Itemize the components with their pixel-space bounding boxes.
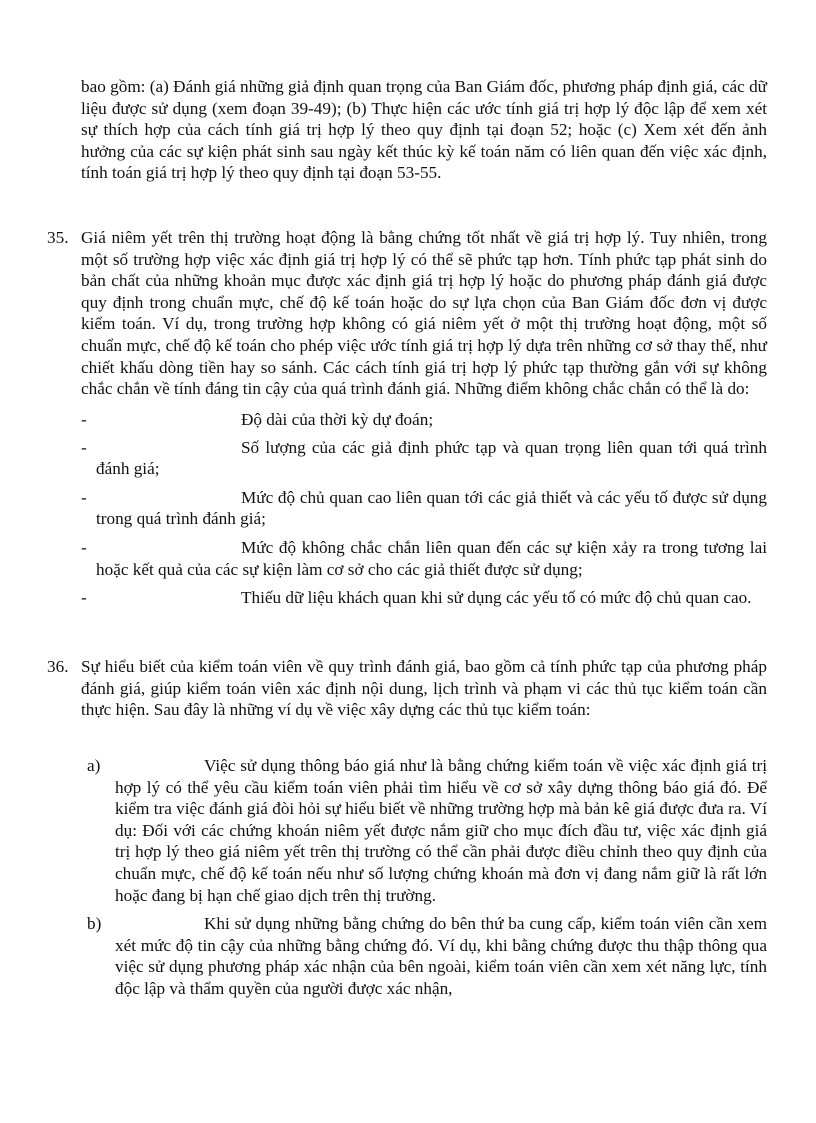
list-item-text: Thiếu dữ liệu khách quan khi sử dụng các yếu tố có mức độ chủ quan cao. (241, 588, 752, 608)
list-item-text: Việc sử dụng thông báo giá như là bằng chứng kiểm toán về việc xác định giá trị hợp lý có thể yêu cầu kiểm toán viên phải tìm hiểu về cơ sở xây dựng thông báo giá đó. Để kiểm tra việc đánh giá đòi hỏi sự hiểu biết về những trường hợp mà bản kê giá được đưa ra. Ví dụ: Đối với các chứng khoán niêm yết được nắm giữ cho mục đích đầu tư, việc xác định giá trị hợp lý theo giá niêm yết trên thị trường có thể cần phải được điều chỉnh theo quy định của chuẩn mực, chế độ kế toán nếu như số lượng chứng khoán mà đơn vị đang nắm giữ là rất lớn hoặc đang bị hạn chế giao dịch trên thị trường. (115, 756, 767, 905)
list-item (81, 409, 767, 431)
intro-paragraph: bao gồm: (a) Đánh giá những giả định quan trọng của Ban Giám đốc, phương pháp định giá, các dữ liệu được sử dụng (xem đoạn 39-49); (b) Thực hiện các ước tính giá trị hợp lý độc lập để xem xét sự thích hợp của cách tính giá trị hợp lý theo quy định tại đoạn 52; hoặc (c) Xem xét đến ảnh hưởng của các sự kiện phát sinh sau ngày kết thúc kỳ kế toán năm có liên quan đến việc xác định, tính toán giá trị hợp lý theo quy định tại đoạn 53-55. (81, 77, 767, 183)
dash-marker: - (81, 487, 87, 507)
uncertainty-list (81, 409, 767, 609)
paragraph-36 (47, 656, 767, 721)
procedure-list (87, 755, 767, 1000)
paragraph-35-text: Giá niêm yết trên thị trường hoạt động là bằng chứng tốt nhất về giá trị hợp lý. Tuy nhiên, trong một số trường hợp việc xác định giá trị hợp lý có thể sẽ phức tạp hơn. Tính phức tạp phát sinh do bản chất của những khoản mục được xác định giá trị hợp lý hoặc do phương pháp đánh giá được quy định trong chuẩn mực, chế độ kế toán hoặc do sự lựa chọn của Ban Giám đốc đơn vị được kiểm toán. Ví dụ, trong trường hợp không có giá niêm yết ở một thị trường hoạt động, một số chuẩn mực, chế độ kế toán cho phép việc ước tính giá trị hợp lý dựa trên những cơ sở thay thế, như chiết khấu dòng tiền hay so sánh. Các cách tính giá trị hợp lý phức tạp thường gắn với sự không chắc chắn về tính đáng tin cậy của quá trình đánh giá. Những điểm không chắc chắn có thể là do: (81, 228, 767, 399)
list-item (81, 537, 767, 580)
list-item (87, 755, 767, 906)
list-item-text: Khi sử dụng những bằng chứng do bên thứ ba cung cấp, kiểm toán viên cần xem xét mức độ tin cậy của những bằng chứng đó. Ví dụ, khi bằng chứng được thu thập thông qua việc sử dụng phương pháp xác nhận của bên ngoài, kiểm toán viên cần xem xét năng lực, tính độc lập và thẩm quyền của người được xác nhận, (115, 914, 767, 998)
dash-marker: - (81, 537, 87, 557)
list-item (81, 587, 767, 609)
list-item-text: Mức độ không chắc chắn liên quan đến các sự kiện xảy ra trong tương lai hoặc kết quả của các sự kiện làm cơ sở cho các giả thiết được sử dụng; (96, 537, 767, 579)
list-item-text: Mức độ chủ quan cao liên quan tới các giả thiết và các yếu tố được sử dụng trong quá trình đánh giá; (96, 487, 767, 529)
list-marker: b) (87, 914, 102, 934)
list-item-text: Số lượng của các giả định phức tạp và quan trọng liên quan tới quá trình đánh giá; (96, 437, 767, 479)
list-marker: a) (87, 756, 101, 775)
list-item (87, 913, 767, 999)
list-item-text: Độ dài của thời kỳ dự đoán; (241, 410, 434, 429)
paragraph-number-35: 35. (47, 228, 69, 247)
dash-marker: - (81, 588, 87, 608)
dash-marker: - (81, 410, 87, 429)
paragraph-35 (47, 227, 767, 400)
paragraph-36-text: Sự hiểu biết của kiểm toán viên về quy trình đánh giá, bao gồm cả tính phức tạp của phương pháp đánh giá, giúp kiểm toán viên xác định nội dung, lịch trình và phạm vi các thủ tục kiểm toán cần thực hiện. Sau đây là những ví dụ về việc xây dựng các thủ tục kiểm toán: (81, 657, 767, 720)
paragraph-number-36: 36. (47, 657, 69, 676)
list-item (81, 487, 767, 530)
list-item (81, 437, 767, 480)
dash-marker: - (81, 437, 87, 457)
